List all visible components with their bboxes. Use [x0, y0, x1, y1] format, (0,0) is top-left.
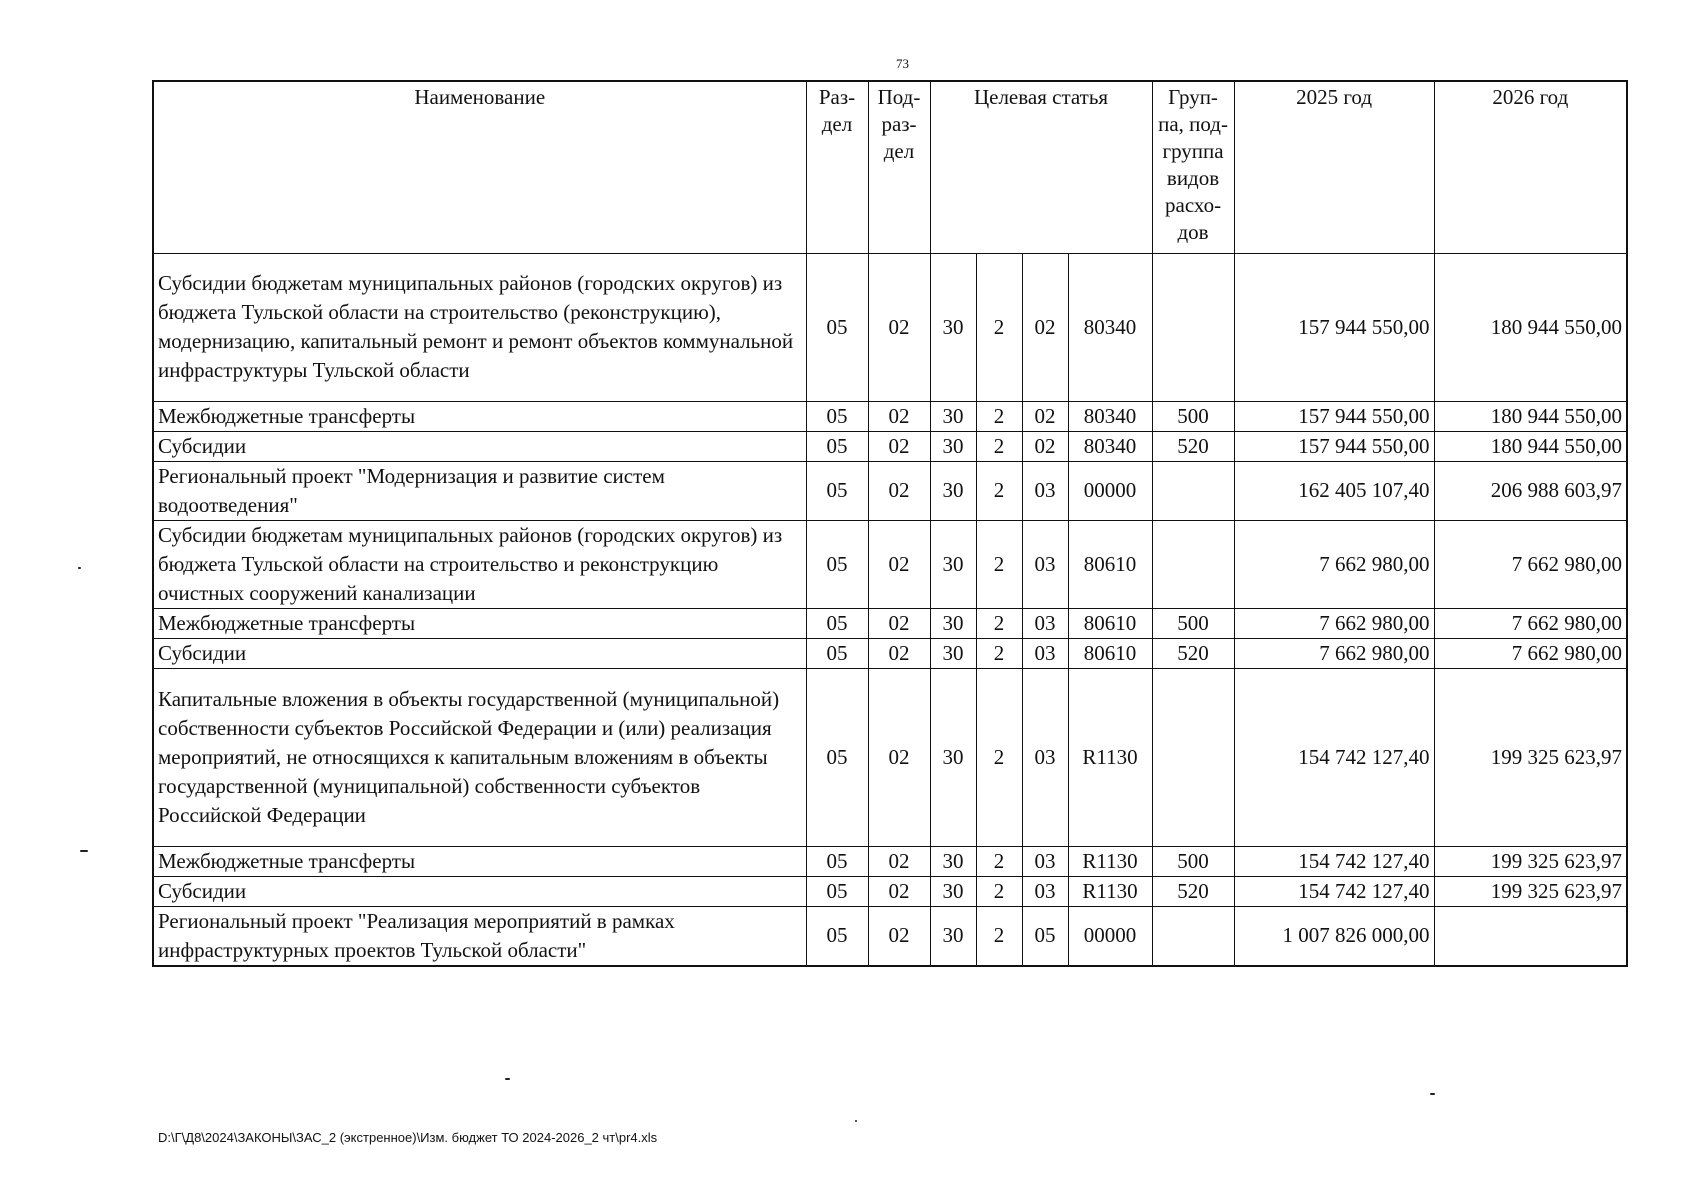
row-cs-direction: 00000: [1068, 906, 1152, 966]
row-cs-direction: 80610: [1068, 638, 1152, 668]
scan-speck: [855, 1120, 857, 1122]
row-podrazdel: 02: [868, 608, 930, 638]
row-name: Региональный проект "Модернизация и развитие систем водоотведения": [153, 461, 806, 520]
row-amount-2026: 180 944 550,00: [1434, 253, 1627, 401]
row-amount-2025: 157 944 550,00: [1234, 431, 1434, 461]
row-cs-type: 2: [976, 401, 1022, 431]
row-amount-2025: 7 662 980,00: [1234, 520, 1434, 608]
header-expense-group: Груп- па, под- группа видов расхо- дов: [1152, 81, 1234, 253]
row-podrazdel: 02: [868, 431, 930, 461]
row-cs-type: 2: [976, 520, 1022, 608]
row-amount-2026: 180 944 550,00: [1434, 431, 1627, 461]
row-expense-group: 520: [1152, 638, 1234, 668]
table-row: [153, 876, 1627, 906]
row-cs-program: 30: [930, 461, 976, 520]
row-cs-program: 30: [930, 608, 976, 638]
row-razdel: 05: [806, 608, 868, 638]
row-podrazdel: 02: [868, 668, 930, 846]
row-razdel: 05: [806, 431, 868, 461]
row-expense-group: 500: [1152, 608, 1234, 638]
row-amount-2025: 157 944 550,00: [1234, 401, 1434, 431]
row-cs-program: 30: [930, 401, 976, 431]
row-cs-element: 03: [1022, 876, 1068, 906]
header-section: Раз- дел: [806, 81, 868, 253]
row-amount-2026: [1434, 906, 1627, 966]
row-amount-2026: 199 325 623,97: [1434, 846, 1627, 876]
row-expense-group: [1152, 906, 1234, 966]
row-razdel: 05: [806, 876, 868, 906]
row-name: Субсидии: [153, 431, 806, 461]
header-subsection: Под- раз- дел: [868, 81, 930, 253]
header-row: [153, 81, 1627, 253]
row-cs-program: 30: [930, 668, 976, 846]
row-expense-group: [1152, 461, 1234, 520]
row-podrazdel: 02: [868, 401, 930, 431]
row-cs-type: 2: [976, 668, 1022, 846]
row-cs-element: 03: [1022, 461, 1068, 520]
row-cs-element: 02: [1022, 401, 1068, 431]
row-cs-direction: 80340: [1068, 431, 1152, 461]
row-name: Субсидии бюджетам муниципальных районов (городских округов) из бюджета Тульской области на строительство и реконструкцию очистных сооружений канализации: [153, 520, 806, 608]
row-cs-element: 03: [1022, 846, 1068, 876]
row-name: Субсидии: [153, 876, 806, 906]
row-amount-2025: 154 742 127,40: [1234, 668, 1434, 846]
row-podrazdel: 02: [868, 846, 930, 876]
row-expense-group: 500: [1152, 846, 1234, 876]
row-podrazdel: 02: [868, 253, 930, 401]
row-podrazdel: 02: [868, 638, 930, 668]
row-name: Межбюджетные трансферты: [153, 401, 806, 431]
row-razdel: 05: [806, 253, 868, 401]
table-row: [153, 608, 1627, 638]
table-row: [153, 431, 1627, 461]
budget-table: [152, 80, 1628, 967]
row-amount-2025: 7 662 980,00: [1234, 638, 1434, 668]
page-number: 73: [896, 56, 909, 71]
row-cs-element: 02: [1022, 253, 1068, 401]
header-target-article: Целевая статья: [930, 81, 1152, 253]
table-row: [153, 520, 1627, 608]
row-cs-direction: 80340: [1068, 401, 1152, 431]
row-expense-group: [1152, 520, 1234, 608]
table-row: [153, 461, 1627, 520]
row-name: Субсидии бюджетам муниципальных районов (городских округов) из бюджета Тульской области на строительство (реконструкцию), модернизацию, капитальный ремонт и ремонт объектов коммунальной инфраструктуры Тульской области: [153, 253, 806, 401]
row-cs-element: 02: [1022, 431, 1068, 461]
row-amount-2026: 180 944 550,00: [1434, 401, 1627, 431]
row-expense-group: [1152, 668, 1234, 846]
row-cs-element: 03: [1022, 638, 1068, 668]
scan-speck: [80, 850, 88, 852]
row-cs-program: 30: [930, 846, 976, 876]
row-name: Региональный проект "Реализация мероприятий в рамках инфраструктурных проектов Тульской области": [153, 906, 806, 966]
row-cs-program: 30: [930, 638, 976, 668]
table-row: [153, 638, 1627, 668]
row-cs-direction: 80340: [1068, 253, 1152, 401]
row-amount-2026: 7 662 980,00: [1434, 638, 1627, 668]
row-expense-group: 500: [1152, 401, 1234, 431]
row-cs-program: 30: [930, 876, 976, 906]
row-amount-2026: 7 662 980,00: [1434, 520, 1627, 608]
row-cs-direction: R1130: [1068, 668, 1152, 846]
row-amount-2025: 154 742 127,40: [1234, 876, 1434, 906]
row-cs-element: 05: [1022, 906, 1068, 966]
row-cs-type: 2: [976, 876, 1022, 906]
row-name: Межбюджетные трансферты: [153, 608, 806, 638]
row-razdel: 05: [806, 401, 868, 431]
table-row: [153, 401, 1627, 431]
scan-speck: [505, 1078, 510, 1080]
row-cs-direction: 00000: [1068, 461, 1152, 520]
row-cs-direction: 80610: [1068, 520, 1152, 608]
row-cs-direction: R1130: [1068, 846, 1152, 876]
row-amount-2026: 199 325 623,97: [1434, 876, 1627, 906]
row-podrazdel: 02: [868, 906, 930, 966]
row-razdel: 05: [806, 638, 868, 668]
table-row: [153, 253, 1627, 401]
row-amount-2026: 206 988 603,97: [1434, 461, 1627, 520]
row-podrazdel: 02: [868, 876, 930, 906]
table-row: [153, 668, 1627, 846]
header-year-2026: 2026 год: [1434, 81, 1627, 253]
row-cs-element: 03: [1022, 520, 1068, 608]
row-cs-program: 30: [930, 520, 976, 608]
row-amount-2026: 7 662 980,00: [1434, 608, 1627, 638]
row-name: Субсидии: [153, 638, 806, 668]
row-cs-type: 2: [976, 253, 1022, 401]
header-year-2025: 2025 год: [1234, 81, 1434, 253]
row-podrazdel: 02: [868, 520, 930, 608]
row-name: Межбюджетные трансферты: [153, 846, 806, 876]
row-cs-element: 03: [1022, 608, 1068, 638]
row-razdel: 05: [806, 461, 868, 520]
row-cs-type: 2: [976, 431, 1022, 461]
scan-speck: [1430, 1093, 1435, 1095]
row-amount-2025: 154 742 127,40: [1234, 846, 1434, 876]
row-cs-direction: 80610: [1068, 608, 1152, 638]
row-amount-2025: 7 662 980,00: [1234, 608, 1434, 638]
row-amount-2025: 162 405 107,40: [1234, 461, 1434, 520]
row-podrazdel: 02: [868, 461, 930, 520]
row-amount-2025: 157 944 550,00: [1234, 253, 1434, 401]
row-expense-group: 520: [1152, 876, 1234, 906]
table-row: [153, 906, 1627, 966]
row-razdel: 05: [806, 846, 868, 876]
row-expense-group: 520: [1152, 431, 1234, 461]
row-cs-type: 2: [976, 608, 1022, 638]
scan-speck: [78, 567, 81, 569]
row-cs-type: 2: [976, 638, 1022, 668]
row-amount-2025: 1 007 826 000,00: [1234, 906, 1434, 966]
file-path: D:\Г\Д8\2024\ЗАКОНЫ\ЗАС_2 (экстренное)\Изм. бюджет ТО 2024-2026_2 чт\pr4.xls: [158, 1130, 658, 1145]
row-expense-group: [1152, 253, 1234, 401]
row-cs-type: 2: [976, 461, 1022, 520]
row-name: Капитальные вложения в объекты государственной (муниципальной) собственности субъектов Российской Федерации и (или) реализация мероприятий, не относящихся к капитальным вложениям в объекты государственной (муниципальной) собственности субъектов Российской Федерации: [153, 668, 806, 846]
row-cs-program: 30: [930, 431, 976, 461]
row-cs-program: 30: [930, 906, 976, 966]
row-cs-type: 2: [976, 906, 1022, 966]
header-name: Наименование: [153, 81, 806, 253]
row-razdel: 05: [806, 668, 868, 846]
table-row: [153, 846, 1627, 876]
row-cs-direction: R1130: [1068, 876, 1152, 906]
row-cs-program: 30: [930, 253, 976, 401]
row-amount-2026: 199 325 623,97: [1434, 668, 1627, 846]
row-razdel: 05: [806, 520, 868, 608]
row-cs-element: 03: [1022, 668, 1068, 846]
row-cs-type: 2: [976, 846, 1022, 876]
row-razdel: 05: [806, 906, 868, 966]
